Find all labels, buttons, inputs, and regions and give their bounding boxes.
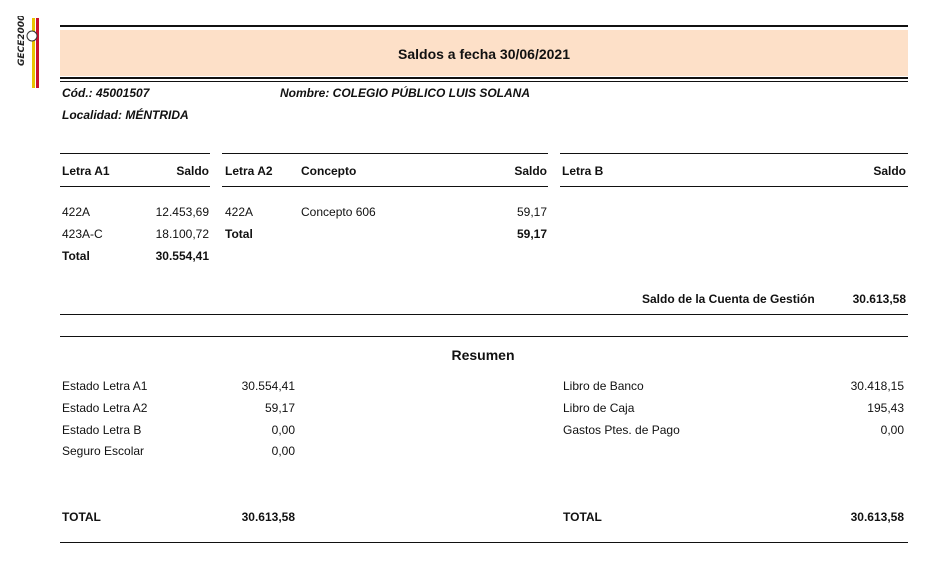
a2-header-saldo: Saldo: [514, 164, 547, 178]
a2-row-concepto: Concepto 606: [301, 205, 376, 219]
summary-left-label: Estado Letra A2: [62, 401, 148, 415]
banner-bottom-rule-2: [60, 81, 908, 82]
summary-total-left-label: TOTAL: [62, 510, 101, 524]
banner-top-rule: [60, 25, 908, 27]
b-header-bottom-rule: [560, 186, 908, 187]
summary-left-value: 30.554,41: [241, 379, 295, 393]
school-locality: Localidad: MÉNTRIDA: [62, 108, 189, 122]
a1-row-letra: 422A: [62, 205, 91, 219]
summary-left-label: Estado Letra B: [62, 423, 142, 437]
a1-total-value: 30.554,41: [155, 249, 209, 263]
a1-header-bottom-rule: [60, 186, 210, 187]
a1-total-label: Total: [62, 249, 90, 263]
summary-right-value: 195,43: [867, 401, 904, 415]
a1-header-letra: Letra A1: [62, 164, 110, 178]
a2-total-label: Total: [225, 227, 253, 241]
b-header-saldo: Saldo: [873, 164, 906, 178]
title-banner: [60, 30, 908, 76]
gece-logo: [12, 16, 42, 92]
a1-row-saldo: 18.100,72: [155, 227, 209, 241]
a1-row-letra: 423A-C: [62, 227, 103, 241]
a1-header-saldo: Saldo: [176, 164, 209, 178]
a2-header-concepto: Concepto: [301, 164, 357, 178]
a2-row-letra: 422A: [225, 205, 254, 219]
summary-title: Resumen: [451, 347, 515, 363]
b-header-letra: Letra B: [562, 164, 604, 178]
a1-header-top-rule: [60, 153, 210, 154]
summary-left-value: 0,00: [271, 444, 295, 458]
summary-left-label: Seguro Escolar: [62, 444, 145, 458]
summary-left-label: Estado Letra A1: [62, 379, 148, 393]
report-title: Saldos a fecha 30/06/2021: [398, 46, 570, 62]
gestion-label: Saldo de la Cuenta de Gestión: [642, 292, 815, 306]
school-code: Cód.: 45001507: [62, 86, 150, 100]
a2-total-value: 59,17: [516, 227, 547, 241]
school-name: Nombre: COLEGIO PÚBLICO LUIS SOLANA: [280, 86, 531, 100]
summary-top-rule: [60, 336, 908, 337]
logo-text: GECE2000: [17, 16, 27, 66]
summary-bottom-rule: [60, 542, 908, 543]
a1-row-saldo: 12.453,69: [155, 205, 209, 219]
summary-left-value: 0,00: [271, 423, 295, 437]
summary-right-label: Libro de Caja: [563, 401, 635, 415]
gestion-rule: [60, 314, 908, 315]
summary-total-left-value: 30.613,58: [241, 510, 295, 524]
summary-total-right-label: TOTAL: [563, 510, 602, 524]
a2-header-bottom-rule: [222, 186, 548, 187]
summary-right-label: Libro de Banco: [563, 379, 644, 393]
banner-bottom-rule: [60, 77, 908, 79]
a2-row-saldo: 59,17: [516, 205, 547, 219]
a2-header-top-rule: [222, 153, 548, 154]
summary-right-value: 0,00: [880, 423, 904, 437]
summary-right-label: Gastos Ptes. de Pago: [563, 423, 680, 437]
a2-header-letra: Letra A2: [225, 164, 273, 178]
summary-total-right-value: 30.613,58: [850, 510, 904, 524]
summary-right-value: 30.418,15: [850, 379, 904, 393]
summary-left-value: 59,17: [264, 401, 295, 415]
gestion-value: 30.613,58: [852, 292, 906, 306]
b-header-top-rule: [560, 153, 908, 154]
